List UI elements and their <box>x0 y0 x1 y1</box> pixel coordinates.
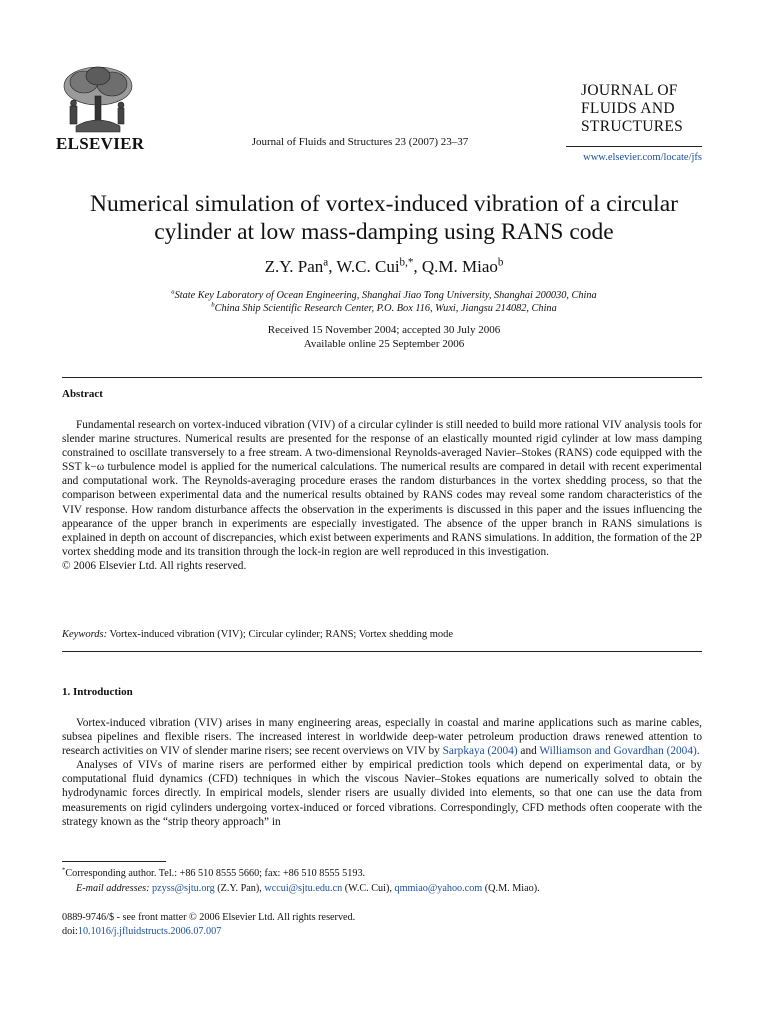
author-affil-mark: a <box>323 256 329 269</box>
intro-heading: 1. Introduction <box>62 686 133 698</box>
affiliation <box>40 303 728 314</box>
abstract-body <box>62 418 702 573</box>
intro-text: . <box>696 745 700 758</box>
journal-brand <box>581 82 683 136</box>
doi-label: doi: <box>62 926 78 937</box>
author-affil-mark: b,* <box>399 256 414 269</box>
intro-body <box>62 716 702 829</box>
footnote-mark: * <box>62 866 66 874</box>
issn-line: 0889-9746/$ - see front matter © 2006 Elsevier Ltd. All rights reserved. <box>62 912 356 923</box>
affiliation-mark: a <box>171 288 175 296</box>
keywords <box>62 629 453 640</box>
keywords-label: Keywords: <box>62 629 108 640</box>
journal-brand-line: FLUIDS AND <box>581 100 675 117</box>
email-label: E-mail addresses: <box>76 883 150 894</box>
author-name: W.C. Cui <box>336 257 400 276</box>
doi-link[interactable]: 10.1016/j.jfluidstructs.2006.07.007 <box>77 926 222 937</box>
email-link[interactable]: qmmiao@yahoo.com <box>394 883 483 894</box>
section-divider <box>62 377 702 378</box>
journal-citation: Journal of Fluids and Structures 23 (2007) 23–37 <box>251 136 469 148</box>
affiliation-mark: b <box>211 301 215 309</box>
affiliation <box>40 290 728 301</box>
citation-link[interactable]: Williamson and Govardhan (2004) <box>539 745 697 758</box>
keywords-text: Vortex-induced vibration (VIV); Circular cylinder; RANS; Vortex shedding mode <box>109 629 454 640</box>
email-link[interactable]: pzyss@sjtu.org <box>152 883 215 894</box>
author-name: Q.M. Miao <box>421 257 498 276</box>
section-divider <box>62 651 702 652</box>
author-affil-mark: b <box>497 256 504 269</box>
email-owner: (Q.M. Miao). <box>482 883 540 894</box>
journal-brand-line: STRUCTURES <box>581 118 684 135</box>
footnote-divider <box>62 861 166 862</box>
title-line: cylinder at low mass-damping using RANS code <box>154 219 614 245</box>
doi-line <box>62 925 221 938</box>
author-name: Z.Y. Pan <box>264 257 324 276</box>
journal-divider <box>566 146 702 147</box>
citation-link[interactable]: Sarpkaya (2004) <box>442 745 518 758</box>
publisher-name: ELSEVIER <box>56 134 145 153</box>
intro-paragraph <box>62 716 702 758</box>
article-title <box>40 190 728 246</box>
author-list: Z.Y. Pan$^a$, W.C. Cui$^{b,*}$, Q.M. Miao$^b$ <box>264 256 504 276</box>
email-note <box>76 882 540 895</box>
journal-brand-line: JOURNAL OF <box>581 82 678 99</box>
footnote-text: Corresponding author. Tel.: +86 510 8555 5660; fax: +86 510 8555 5193. <box>65 868 366 879</box>
title-line: Numerical simulation of vortex-induced vibration of a circular <box>90 191 678 217</box>
abstract-text: Fundamental research on vortex-induced vibration (VIV) of a circular cylinder is still needed to build more rational VIV analysis tools for slender marine structures. Numerical results are presented for the response of an elastically mounted rigid cylinder at low mass damping constrained to oscillate transversely to a free stream. A two-dimensional Reynolds-averaged Navier–Stokes (RANS) code equipped with the SST k−ω turbulence model is applied for the numerical calculations. The numerical results are compared in detail with recent experimental and computational work. The Reynolds-averaging procedure erases the random disturbances in the vortex shedding process, so that the comparison between experimental data and the numerical results obtained by RANS codes may reveal some random characteristics of the VIV response. How random disturbance affects the observation in the experiments is discussed in this paper and the issues influencing the appearance of the upper branch in experiments are especially investigated. The absence of the upper branch in RANS simulations is explained in depth on account of discrepancies, which exist between experiments and RANS simulations. In addition, the formation of the 2P vortex shedding mode and its transition through the lock-in region are well reproduced in this investigation. <box>62 419 702 558</box>
copyright-line: © 2006 Elsevier Ltd. All rights reserved. <box>62 559 247 572</box>
received-date: Received 15 November 2004; accepted 30 July 2006 <box>267 324 501 336</box>
abstract-heading: Abstract <box>62 388 103 400</box>
intro-paragraph: Analyses of VIVs of marine risers are performed either by empirical prediction tools which depend on experimental data, or by computational fluid dynamics (CFD) techniques in which the viscous Navier–Stokes equations are numerically solved to obtain the hydrodynamic forces directly. In empirical models, slender risers are usually divided into elements, so that one can use the data from measurements on rigid cylinders undergoing vortex-induced or forced vibrations. Correspondingly, CFD methods often cooperate with the strategy known as the “strip theory approach” in <box>62 759 702 828</box>
corresponding-author-note <box>62 867 365 880</box>
email-owner: (Z.Y. Pan), <box>214 883 265 894</box>
affiliation-text: State Key Laboratory of Ocean Engineering, Shanghai Jiao Tong University, Shanghai 200030, China <box>174 290 597 301</box>
email-link[interactable]: wccui@sjtu.edu.cn <box>264 883 343 894</box>
intro-text: Vortex-induced vibration (VIV) arises in many engineering areas, especially in coastal and marine applications such as marine cables, subsea pipelines and flexible risers. The increased interest in worldwide deep-water petroleum production draws renewed attention to research activities on VIV of slender marine risers; see recent overviews on VIV by <box>62 717 702 758</box>
intro-text: and <box>517 745 540 758</box>
affiliation-text: China Ship Scientific Research Center, P.O. Box 116, Wuxi, Jiangsu 214082, China <box>214 303 557 314</box>
available-date: Available online 25 September 2006 <box>303 338 465 350</box>
journal-url-link[interactable]: www.elsevier.com/locate/jfs <box>583 152 702 163</box>
email-owner: (W.C. Cui), <box>342 883 395 894</box>
